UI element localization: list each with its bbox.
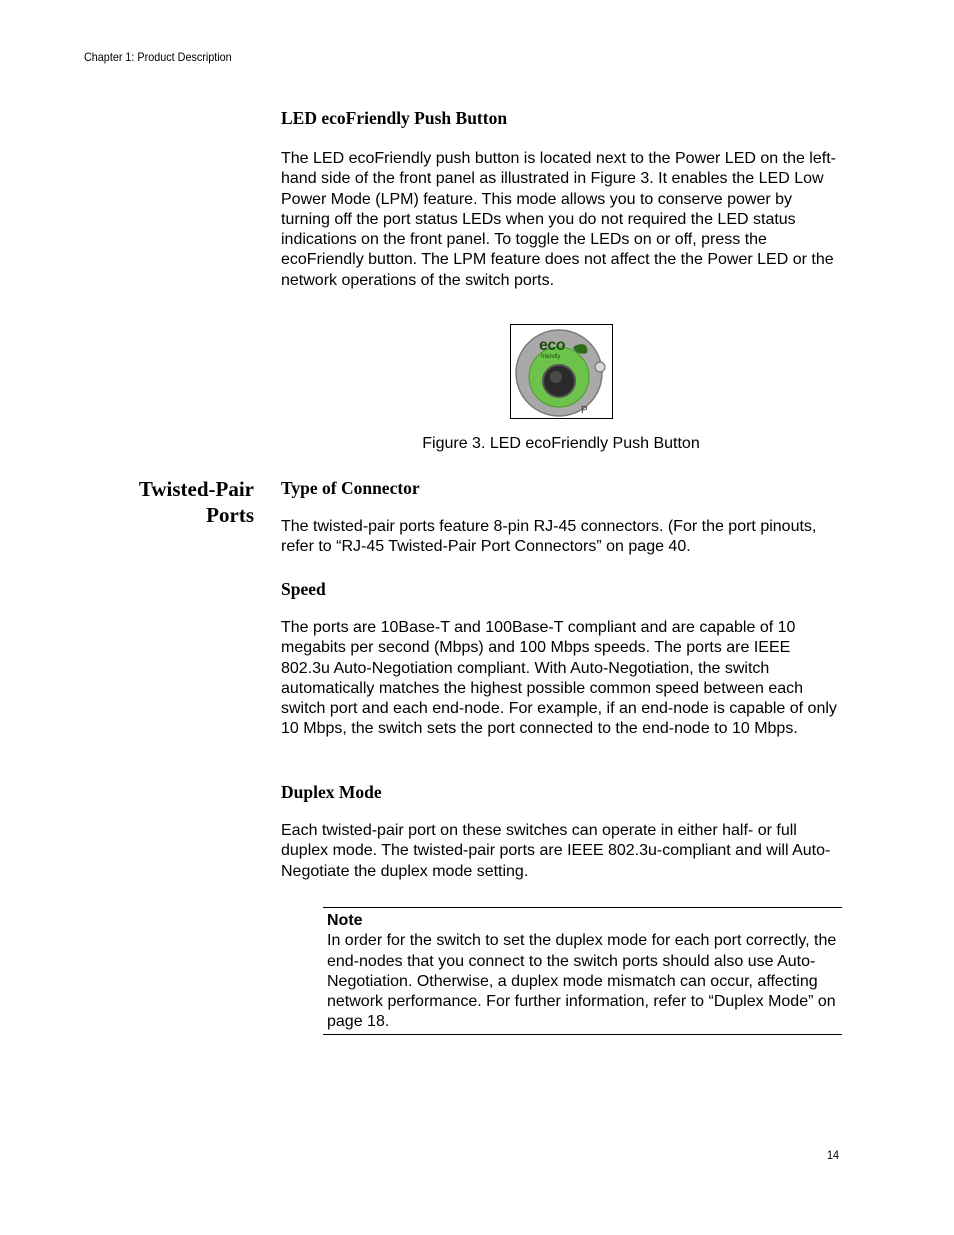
note-body: In order for the switch to set the duplex mode for each port correctly, the end-nodes that you connect to the switch ports should also use Auto-Negotiation. Otherwise, a duplex mode mismatch can occur, affecting network performance. For further information, refer to “Duplex Mode” on page 18. <box>327 932 837 1031</box>
power-led <box>595 362 605 372</box>
type-of-connector-paragraph: The twisted-pair ports feature 8-pin RJ-45 connectors. (For the port pinouts, refer to “RJ-45 Twisted-Pair Port Connectors” on page 40. <box>281 518 817 556</box>
page-number: 14 <box>827 1148 840 1162</box>
side-heading-line2: Ports <box>206 503 254 527</box>
eco-logo-subtext: friendly <box>541 354 561 360</box>
side-heading-line1: Twisted-Pair <box>138 477 254 501</box>
type-of-connector-heading: Type of Connector <box>281 478 420 498</box>
figure-caption: Figure 3. LED ecoFriendly Push Button <box>422 435 700 452</box>
speed-paragraph: The ports are 10Base-T and 100Base-T compliant and are capable of 10 megabits per second (Mbps) and 100 Mbps speeds. The ports are IEEE 802.3u Auto-Negotiation compliant. With Auto-Negotiation, the switch automatically matches the highest possible common speed between each switch port and each end-node. For example, if an end-node is capable of only 10 Mbps, the switch sets the port connected to the end-node to 10 Mbps. <box>281 619 837 738</box>
speed-heading: Speed <box>281 579 326 599</box>
duplex-mode-heading: Duplex Mode <box>281 782 382 802</box>
eco-logo-text: eco <box>539 337 566 354</box>
eco-button-figure <box>510 324 613 419</box>
note-title: Note <box>327 912 363 929</box>
led-section-heading: LED ecoFriendly Push Button <box>281 108 508 128</box>
note-box <box>323 907 842 1035</box>
button-highlight <box>550 371 562 383</box>
twisted-pair-side-heading <box>54 476 254 528</box>
svg-text:P: P <box>581 405 588 416</box>
running-header: Chapter 1: Product Description <box>84 50 232 64</box>
duplex-mode-paragraph: Each twisted-pair port on these switches can operate in either half- or full duplex mode. The twisted-pair ports are IEEE 802.3u-compliant and will Auto-Negotiate the duplex mode setting. <box>281 822 831 880</box>
led-paragraph: The LED ecoFriendly push button is located next to the Power LED on the left-hand side of the front panel as illustrated in Figure 3. It enables the LED Low Power Mode (LPM) feature. This mode allows you to conserve power by turning off the port status LEDs when you do not required the LED status indications on the front panel. To toggle the LEDs on or off, press the ecoFriendly button. The LPM feature does not affect the the Power LED or the network operations of the switch ports. <box>281 150 836 289</box>
